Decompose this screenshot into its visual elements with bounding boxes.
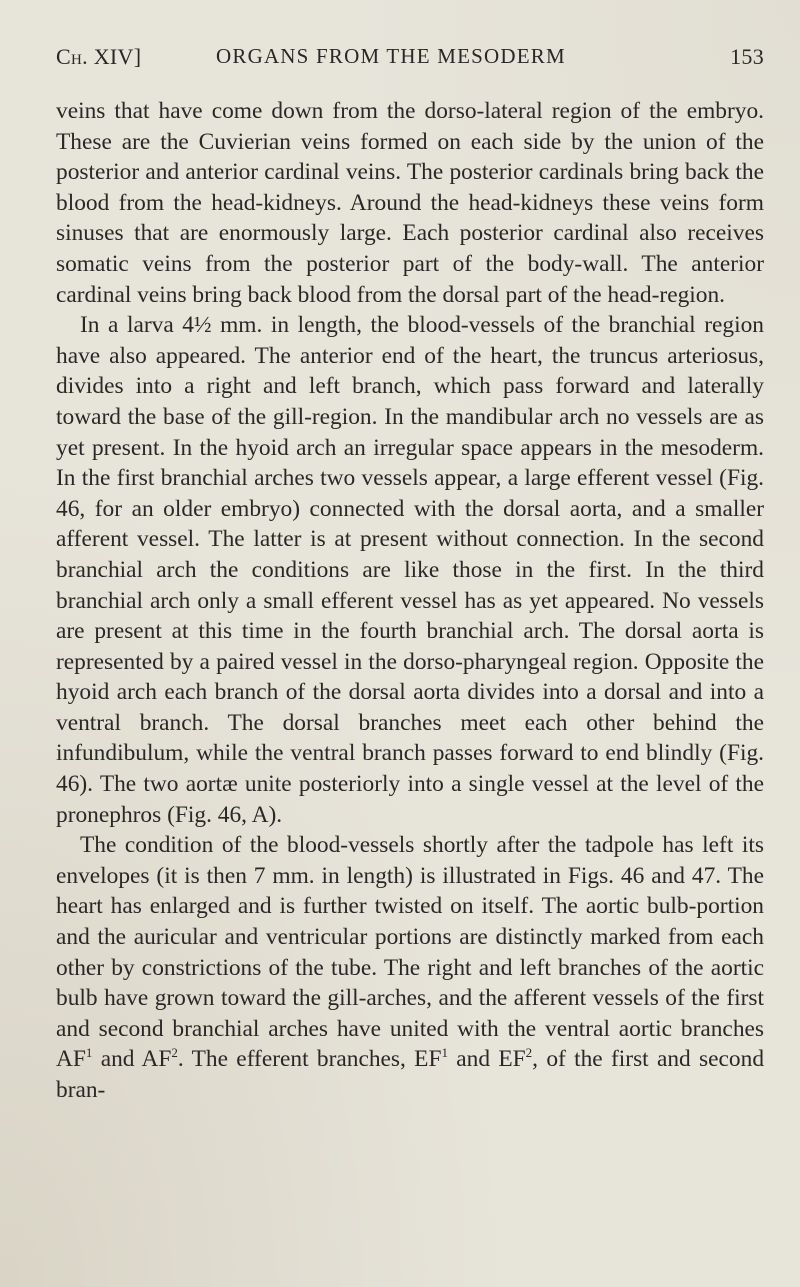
superscript: 1 [441, 1045, 448, 1061]
paragraph-tadpole-condition [56, 830, 764, 1105]
paragraph-larva-blood-vessels: In a larva 4½ mm. in length, the blood-vessels of the branchial region have also appeared. The anterior end of the heart, the truncus arteriosus, divides into a right and left branch, which pass forward and laterally toward the base of the gill-region. In the mandibular arch no vessels are as yet present. In the hyoid arch an irregular space appears in the mesoderm. In the first branchial arches two vessels appear, a large efferent vessel (Fig. 46, for an older embryo) connected with the dorsal aorta, and a smaller afferent vessel. The latter is at present without connection. In the second branchial arch the conditions are like those in the first. In the third branchial arch only a small efferent vessel has as yet appeared. No vessels are present at this time in the fourth branchial arch. The dorsal aorta is represented by a paired vessel in the dorso-pharyngeal region. Opposite the hyoid arch each branch of the dorsal aorta divides into a dorsal and into a ventral branch. The dorsal branches meet each other behind the infundibulum, while the ventral branch passes forward to end blindly (Fig. 46). The two aortæ unite posteriorly into a single vessel at the level of the pronephros (Fig. 46, A). [56, 312, 764, 828]
superscript: 2 [525, 1045, 533, 1061]
chapter-label: Ch. XIV] [56, 44, 142, 69]
paragraph-continuation: veins that have come down from the dorso-lateral region of the embryo. These are the Cuvierian veins formed on each side by the union of the posterior and anterior cardinal veins. The posterior cardinals bring back the blood from the head-kidneys. Around the head-kidneys these veins form sinuses that are enormously large. Each posterior cardinal also receives somatic veins from the posterior part of the body-wall. The anterior cardinal veins bring back blood from the dorsal part of the head-region. [56, 98, 764, 308]
superscript: 1 [85, 1045, 93, 1061]
running-head [56, 40, 764, 82]
paragraph-text: and EF [447, 1046, 526, 1073]
page-number: 153 [730, 44, 764, 69]
paragraph-text: . The efferent branches, EF [177, 1046, 442, 1073]
superscript: 2 [171, 1045, 178, 1061]
paragraph-text: and AF [92, 1046, 172, 1073]
running-title: ORGANS FROM THE MESODERM [216, 44, 566, 68]
paragraph-text: , of the first and second bran- [56, 1046, 765, 1103]
paragraph-text: The condition of the blood-vessels shortly after the tadpole has left its envelopes (it is then 7 mm. in length) is illustrated in Figs. 46 and 47. The heart has enlarged and is further twisted on itself. The aortic bulb-portion and the auricular and ventricular portions are distinctly marked from each other by constrictions of the tube. The right and left branches of the aortic bulb have grown toward the gill-arches, and the afferent vessels of the first and second branchial arches have united with the ventral aortic branches AF [56, 832, 764, 1073]
body-text [56, 96, 764, 1106]
